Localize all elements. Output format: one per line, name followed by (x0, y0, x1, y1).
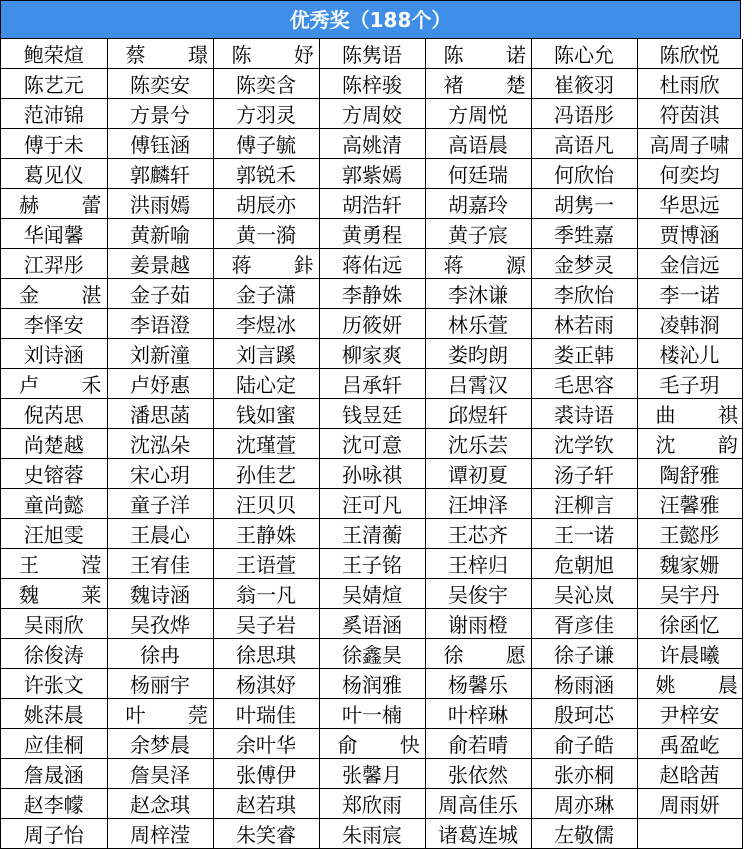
name-cell: 王一诺 (531, 519, 637, 549)
name-cell: 刘新潼 (107, 339, 213, 369)
name-cell: 陈梓骏 (319, 69, 425, 99)
name-cell: 诸葛连城 (425, 819, 531, 849)
name-cell: 奚语涵 (319, 609, 425, 639)
table-row (1, 189, 742, 219)
table-row (1, 609, 742, 639)
name-cell: 宋心玥 (107, 459, 213, 489)
name-cell: 卢妤惠 (107, 369, 213, 399)
name-cell: 俞子皓 (531, 729, 637, 759)
name-cell: 吴俊宇 (425, 579, 531, 609)
name-cell: 许晨曦 (637, 639, 742, 669)
name-cell: 刘言蹊 (213, 339, 319, 369)
name-cell: 吴孜烨 (107, 609, 213, 639)
name-cell: 吕承轩 (319, 369, 425, 399)
name-cell: 姚 晨 (637, 669, 742, 699)
name-cell: 吕霄汉 (425, 369, 531, 399)
name-cell: 王晨心 (107, 519, 213, 549)
name-cell: 左敬儒 (531, 819, 637, 849)
name-cell: 傅钰涵 (107, 129, 213, 159)
name-cell: 娄正韩 (531, 339, 637, 369)
name-cell: 尚楚越 (1, 429, 107, 459)
name-cell: 高姚清 (319, 129, 425, 159)
name-cell: 张馨月 (319, 759, 425, 789)
name-cell: 陈 诺 (425, 39, 531, 69)
name-cell: 王懿彤 (637, 519, 742, 549)
name-cell: 魏家姗 (637, 549, 742, 579)
name-cell: 余梦晨 (107, 729, 213, 759)
name-cell: 危朝旭 (531, 549, 637, 579)
name-cell: 殷珂芯 (531, 699, 637, 729)
name-cell: 张依然 (425, 759, 531, 789)
name-cell: 王梓归 (425, 549, 531, 579)
name-cell: 余叶华 (213, 729, 319, 759)
name-cell: 周亦琳 (531, 789, 637, 819)
name-cell: 徐子谦 (531, 639, 637, 669)
name-cell: 禹盈屹 (637, 729, 742, 759)
name-cell: 赵若琪 (213, 789, 319, 819)
name-cell: 金信远 (637, 249, 742, 279)
name-cell: 胡隽一 (531, 189, 637, 219)
name-cell: 周子怡 (1, 819, 107, 849)
name-cell: 赵李幪 (1, 789, 107, 819)
name-cell: 沈 韵 (637, 429, 742, 459)
name-cell: 魏诗涵 (107, 579, 213, 609)
name-cell: 华思远 (637, 189, 742, 219)
name-cell: 张亦桐 (531, 759, 637, 789)
table-row (1, 279, 742, 309)
name-cell: 李语澄 (107, 309, 213, 339)
table-row (1, 339, 742, 369)
name-cell: 杨雨涵 (531, 669, 637, 699)
name-cell: 杨淇妤 (213, 669, 319, 699)
name-cell: 尹梓安 (637, 699, 742, 729)
name-cell: 王语萱 (213, 549, 319, 579)
name-cell: 黄子宸 (425, 219, 531, 249)
name-cell: 赵晗茜 (637, 759, 742, 789)
table-row (1, 639, 742, 669)
name-cell: 沈可意 (319, 429, 425, 459)
name-cell: 蒋 鉲 (213, 249, 319, 279)
name-cell: 赵念琪 (107, 789, 213, 819)
name-cell: 翁一凡 (213, 579, 319, 609)
name-cell: 叶 莞 (107, 699, 213, 729)
name-cell: 朱雨宸 (319, 819, 425, 849)
name-cell: 郑欣雨 (319, 789, 425, 819)
name-cell: 吴宇丹 (637, 579, 742, 609)
name-cell: 何廷瑞 (425, 159, 531, 189)
name-cell: 葛见仪 (1, 159, 107, 189)
name-cell: 鲍荣煊 (1, 39, 107, 69)
name-cell: 吴婧煊 (319, 579, 425, 609)
name-cell: 李欣怡 (531, 279, 637, 309)
name-cell: 林若雨 (531, 309, 637, 339)
name-cell (637, 819, 742, 849)
name-cell: 詹晟涵 (1, 759, 107, 789)
name-cell: 曲 祺 (637, 399, 742, 429)
name-cell: 毛思容 (531, 369, 637, 399)
name-cell: 徐 愿 (425, 639, 531, 669)
name-cell: 胡辰亦 (213, 189, 319, 219)
name-cell: 冯语彤 (531, 99, 637, 129)
table-row (1, 99, 742, 129)
name-cell: 金 湛 (1, 279, 107, 309)
name-table (1, 39, 756, 849)
name-cell: 陈奕安 (107, 69, 213, 99)
name-cell: 沈乐芸 (425, 429, 531, 459)
name-cell: 姜景越 (107, 249, 213, 279)
table-row (1, 309, 742, 339)
name-cell: 汪柳言 (531, 489, 637, 519)
table-row (1, 129, 742, 159)
name-cell: 金子潇 (213, 279, 319, 309)
name-cell: 江羿彤 (1, 249, 107, 279)
name-cell: 王静姝 (213, 519, 319, 549)
name-cell: 詹昊泽 (107, 759, 213, 789)
name-cell: 符茵淇 (637, 99, 742, 129)
name-cell: 王芯齐 (425, 519, 531, 549)
table-row (1, 699, 742, 729)
table-row (1, 459, 742, 489)
name-cell: 王清蘅 (319, 519, 425, 549)
name-cell: 柳家爽 (319, 339, 425, 369)
name-cell: 叶一楠 (319, 699, 425, 729)
table-row (1, 489, 742, 519)
name-cell: 史镕蓉 (1, 459, 107, 489)
table-row (1, 69, 742, 99)
name-cell: 金梦灵 (531, 249, 637, 279)
table-row (1, 819, 742, 849)
name-cell: 何欣怡 (531, 159, 637, 189)
name-cell: 黄勇程 (319, 219, 425, 249)
name-cell: 周梓滢 (107, 819, 213, 849)
name-cell: 蒋 源 (425, 249, 531, 279)
name-cell: 杨丽宇 (107, 669, 213, 699)
name-cell: 娄昀朗 (425, 339, 531, 369)
table-row (1, 39, 742, 69)
name-cell: 汤子轩 (531, 459, 637, 489)
name-cell: 叶梓琳 (425, 699, 531, 729)
table-row (1, 369, 742, 399)
name-cell: 傅子毓 (213, 129, 319, 159)
name-table-body (1, 39, 756, 849)
name-cell: 徐冉 (107, 639, 213, 669)
name-cell: 沈瑾萱 (213, 429, 319, 459)
name-cell: 沈泓朵 (107, 429, 213, 459)
name-cell: 陶舒雅 (637, 459, 742, 489)
name-cell: 沈学钦 (531, 429, 637, 459)
name-cell: 赫 蕾 (1, 189, 107, 219)
name-cell: 吴雨欣 (1, 609, 107, 639)
name-cell: 应佳桐 (1, 729, 107, 759)
name-cell: 魏 莱 (1, 579, 107, 609)
name-cell: 杨润雅 (319, 669, 425, 699)
name-cell: 汪馨雅 (637, 489, 742, 519)
name-cell: 林乐萱 (425, 309, 531, 339)
name-cell: 吴子岩 (213, 609, 319, 639)
name-cell: 何奕均 (637, 159, 742, 189)
name-cell: 吴沁岚 (531, 579, 637, 609)
name-cell: 钱昱廷 (319, 399, 425, 429)
name-cell: 王宥佳 (107, 549, 213, 579)
name-cell: 凌韩浻 (637, 309, 742, 339)
name-cell: 刘诗涵 (1, 339, 107, 369)
name-cell: 陈心允 (531, 39, 637, 69)
name-cell: 贾博涵 (637, 219, 742, 249)
name-cell: 方景兮 (107, 99, 213, 129)
name-cell: 童子洋 (107, 489, 213, 519)
name-cell: 李静姝 (319, 279, 425, 309)
table-row (1, 429, 742, 459)
name-cell: 谭初夏 (425, 459, 531, 489)
name-cell: 邱煜轩 (425, 399, 531, 429)
table-row (1, 759, 742, 789)
award-title: 优秀奖（188个） (1, 1, 741, 39)
table-row (1, 789, 742, 819)
name-cell: 李怿安 (1, 309, 107, 339)
name-cell: 郭紫嫣 (319, 159, 425, 189)
name-cell: 俞 快 (319, 729, 425, 759)
name-cell: 胡浩轩 (319, 189, 425, 219)
name-cell: 王 滢 (1, 549, 107, 579)
name-cell: 徐俊涛 (1, 639, 107, 669)
name-cell: 蔡 璟 (107, 39, 213, 69)
table-row (1, 249, 742, 279)
name-cell: 杜雨欣 (637, 69, 742, 99)
name-cell: 孙咏祺 (319, 459, 425, 489)
name-cell: 方周姣 (319, 99, 425, 129)
name-cell: 范沛锦 (1, 99, 107, 129)
name-cell: 汪贝贝 (213, 489, 319, 519)
name-cell: 周高佳乐 (425, 789, 531, 819)
name-cell: 方周悦 (425, 99, 531, 129)
table-row (1, 549, 742, 579)
name-cell: 徐鑫昊 (319, 639, 425, 669)
name-cell: 傅于未 (1, 129, 107, 159)
name-cell: 金子茹 (107, 279, 213, 309)
name-cell: 倪芮思 (1, 399, 107, 429)
name-cell: 朱笑睿 (213, 819, 319, 849)
name-cell: 陈欣悦 (637, 39, 742, 69)
name-cell: 杨馨乐 (425, 669, 531, 699)
name-cell: 李沐谦 (425, 279, 531, 309)
name-cell: 毛子玥 (637, 369, 742, 399)
name-cell: 陈奕含 (213, 69, 319, 99)
table-row (1, 579, 742, 609)
table-row (1, 669, 742, 699)
table-row (1, 519, 742, 549)
name-cell: 胡嘉玲 (425, 189, 531, 219)
name-cell: 洪雨嫣 (107, 189, 213, 219)
table-row (1, 729, 742, 759)
name-cell: 徐思琪 (213, 639, 319, 669)
name-cell: 黄新喻 (107, 219, 213, 249)
name-cell: 谢雨橙 (425, 609, 531, 639)
name-cell: 徐函忆 (637, 609, 742, 639)
name-cell: 黄一漪 (213, 219, 319, 249)
name-cell: 李一诺 (637, 279, 742, 309)
name-cell: 叶瑞佳 (213, 699, 319, 729)
name-cell: 汪旭雯 (1, 519, 107, 549)
name-cell: 褚 楚 (425, 69, 531, 99)
table-row (1, 159, 742, 189)
name-cell: 郭麟轩 (107, 159, 213, 189)
name-cell: 童尚懿 (1, 489, 107, 519)
table-row (1, 399, 742, 429)
name-cell: 姚莯晨 (1, 699, 107, 729)
name-cell: 裘诗语 (531, 399, 637, 429)
name-cell: 高周子啸 (637, 129, 742, 159)
name-cell: 潘思菡 (107, 399, 213, 429)
name-cell: 陆心定 (213, 369, 319, 399)
name-cell: 俞若晴 (425, 729, 531, 759)
name-cell: 周雨妍 (637, 789, 742, 819)
name-cell: 汪坤泽 (425, 489, 531, 519)
name-cell: 孙佳艺 (213, 459, 319, 489)
name-cell: 李煜冰 (213, 309, 319, 339)
name-cell: 华闻馨 (1, 219, 107, 249)
name-cell: 王子铭 (319, 549, 425, 579)
name-cell: 高语凡 (531, 129, 637, 159)
name-cell: 崔筱羽 (531, 69, 637, 99)
name-cell: 汪可凡 (319, 489, 425, 519)
name-cell: 胥彦佳 (531, 609, 637, 639)
table-row (1, 219, 742, 249)
name-cell: 郭锐禾 (213, 159, 319, 189)
name-cell: 高语晨 (425, 129, 531, 159)
name-cell: 陈 妤 (213, 39, 319, 69)
name-cell: 历筱妍 (319, 309, 425, 339)
name-cell: 许张文 (1, 669, 107, 699)
name-cell: 季甡嘉 (531, 219, 637, 249)
name-cell: 陈艺元 (1, 69, 107, 99)
name-cell: 方羽灵 (213, 99, 319, 129)
name-cell: 卢 禾 (1, 369, 107, 399)
name-cell: 钱如蜜 (213, 399, 319, 429)
name-cell: 楼沁儿 (637, 339, 742, 369)
name-cell: 蒋佑远 (319, 249, 425, 279)
name-cell: 陈隽语 (319, 39, 425, 69)
name-cell: 张傅伊 (213, 759, 319, 789)
